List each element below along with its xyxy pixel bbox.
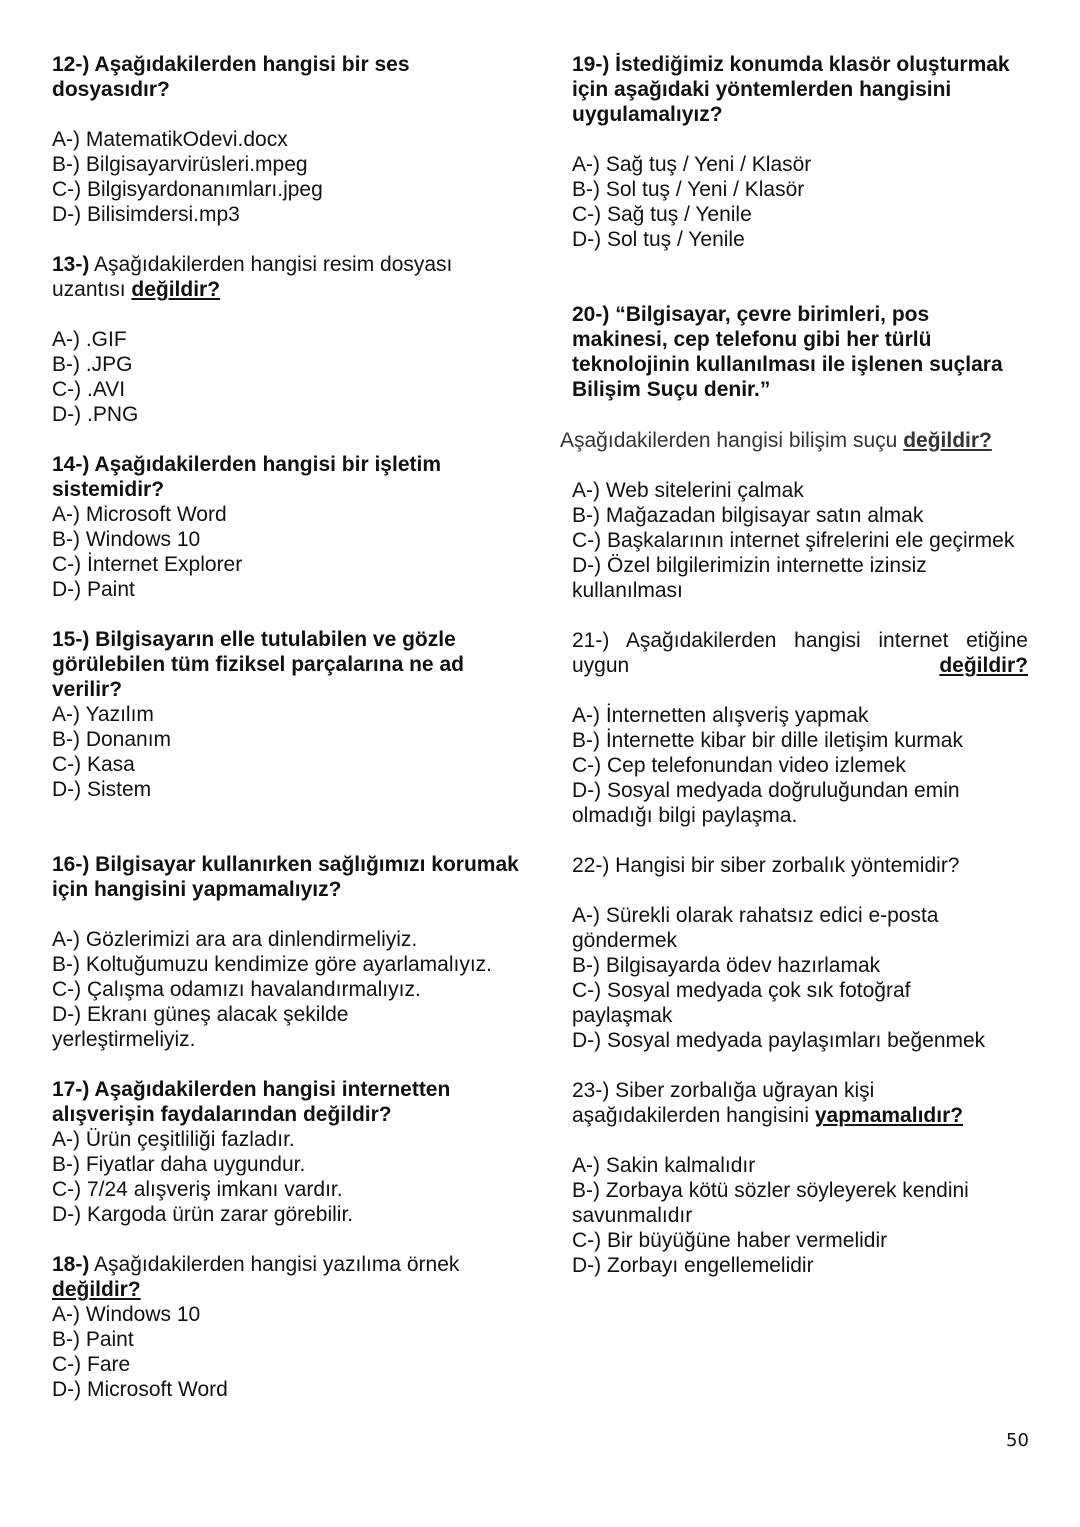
option-c: C-) Başkalarının internet şifrelerini ele geçirmek	[572, 529, 1015, 552]
option-d: D-) Sistem	[52, 778, 152, 801]
option-b: B-) Bilgisayarvirüsleri.mpeg	[52, 153, 308, 176]
question-15-options	[52, 702, 522, 802]
option-a: A-) Gözlerimizi ara ara dinlendirmeliyiz.	[52, 928, 418, 951]
option-c: C-) Çalışma odamızı havalandırmalıyız.	[52, 978, 421, 1001]
question-15	[52, 627, 522, 802]
emphasis: değildir?	[52, 1278, 141, 1301]
question-21-title: 21-) Aşağıdakilerden hangisi internet etiğine uygun değildir?	[572, 629, 1028, 677]
option-d: D-) Zorbayı engellemelidir	[572, 1254, 814, 1277]
question-21-options	[572, 703, 1028, 828]
option-c: C-) İnternet Explorer	[52, 553, 243, 576]
option-a: A-) İnternetten alışveriş yapmak	[572, 704, 869, 727]
option-d: D-) Sol tuş / Yenile	[572, 228, 745, 251]
page-number: 50	[1006, 1430, 1029, 1451]
question-23-options	[572, 1153, 1028, 1278]
question-17-options	[52, 1127, 522, 1227]
option-b: B-) Mağazadan bilgisayar satın almak	[572, 504, 924, 527]
option-c: C-) Kasa	[52, 753, 135, 776]
option-b: B-) Bilgisayarda ödev hazırlamak	[572, 954, 881, 977]
option-a: A-) Sağ tuş / Yeni / Klasör	[572, 153, 812, 176]
question-21	[572, 628, 1028, 828]
option-a: A-) MatematikOdevi.docx	[52, 128, 288, 151]
option-d: D-) Kargoda ürün zarar görebilir.	[52, 1203, 354, 1226]
option-c: C-) Bilgisyardonanımları.jpeg	[52, 178, 323, 201]
option-d: D-) .PNG	[52, 403, 139, 426]
question-quote: “Bilgisayar, çevre birimleri, pos makinesi, cep telefonu gibi her türlü teknolojinin kullanılması ile işlenen suçlara Bilişim Suçu denir.”	[572, 303, 1003, 401]
option-a: A-) Windows 10	[52, 1303, 201, 1326]
question-13	[52, 252, 522, 427]
option-b: B-) Paint	[52, 1328, 134, 1351]
question-22-options	[572, 903, 1028, 1053]
emphasis: değildir?	[903, 429, 992, 452]
option-b: B-) İnternette kibar bir dille iletişim kurmak	[572, 729, 963, 752]
option-b: B-) Zorbaya kötü sözler söyleyerek kendini savunmalıdır	[572, 1179, 969, 1227]
option-c: C-) Fare	[52, 1353, 131, 1376]
option-a: A-) Sürekli olarak rahatsız edici e-posta göndermek	[572, 904, 939, 952]
emphasis: değildir?	[939, 654, 1028, 677]
question-22-title: 22-) Hangisi bir siber zorbalık yöntemidir?	[572, 854, 960, 877]
option-b: B-) Sol tuş / Yeni / Klasör	[572, 178, 805, 201]
question-12-title: 12-) Aşağıdakilerden hangisi bir ses dosyasıdır?	[52, 53, 410, 101]
question-23-title: 23-) Siber zorbalığa uğrayan kişi aşağıdakilerden hangisini yapmamalıdır?	[572, 1079, 964, 1127]
option-d: D-) Paint	[52, 578, 135, 601]
question-13-title: 13-) Aşağıdakilerden hangisi resim dosyası uzantısı değildir?	[52, 253, 453, 301]
question-19	[572, 52, 1028, 252]
option-d: D-) Bilisimdersi.mp3	[52, 203, 240, 226]
emphasis: değildir?	[131, 278, 221, 301]
question-14-title: 14-) Aşağıdakilerden hangisi bir işletim sistemidir?	[52, 453, 442, 501]
question-19-options	[572, 152, 1028, 252]
question-17-title: 17-) Aşağıdakilerden hangisi internetten alışverişin faydalarından değildir?	[52, 1078, 451, 1126]
option-c: C-) Cep telefonundan video izlemek	[572, 754, 906, 777]
option-b: B-) Windows 10	[52, 528, 201, 551]
option-d: D-) Sosyal medyada doğruluğundan emin olmadığı bilgi paylaşma.	[572, 779, 960, 827]
right-column-lower	[572, 478, 1028, 1278]
option-b: B-) .JPG	[52, 353, 133, 376]
question-16-title: 16-) Bilgisayar kullanırken sağlığımızı korumak için hangisini yapmamalıyız?	[52, 853, 519, 901]
option-d: D-) Sosyal medyada paylaşımları beğenmek	[572, 1029, 986, 1052]
question-16	[52, 852, 522, 1052]
option-a: A-) Microsoft Word	[52, 503, 227, 526]
option-d: D-) Özel bilgilerimizin internette izinsiz kullanılması	[572, 554, 927, 602]
question-20	[572, 302, 1028, 402]
question-12-options	[52, 127, 522, 227]
question-23	[572, 1078, 1028, 1278]
option-a: A-) Yazılım	[52, 703, 154, 726]
left-column	[52, 52, 522, 1402]
option-c: C-) Sosyal medyada çok sık fotoğraf paylaşmak	[572, 979, 911, 1027]
question-20-prompt: Aşağıdakilerden hangisi bilişim suçu değildir?	[560, 429, 992, 452]
question-20-options	[572, 478, 1028, 603]
question-20-title	[572, 302, 1028, 402]
question-18	[52, 1252, 522, 1402]
question-number: 13-)	[52, 253, 90, 276]
option-a: A-) Sakin kalmalıdır	[572, 1154, 756, 1177]
question-22	[572, 853, 1028, 1053]
option-d: D-) Ekranı güneş alacak şekilde yerleştirmeliyiz.	[52, 1003, 349, 1051]
option-b: B-) Donanım	[52, 728, 172, 751]
option-b: B-) Koltuğumuzu kendimize göre ayarlamalıyız.	[52, 953, 493, 976]
emphasis: yapmamalıdır?	[814, 1104, 964, 1127]
right-column	[572, 52, 1028, 402]
option-b: B-) Fiyatlar daha uygundur.	[52, 1153, 306, 1176]
option-c: C-) .AVI	[52, 378, 126, 401]
option-a: A-) .GIF	[52, 328, 127, 351]
question-number: 20-)	[572, 303, 610, 326]
option-c: C-) 7/24 alışveriş imkanı vardır.	[52, 1178, 343, 1201]
question-12	[52, 52, 522, 227]
question-15-title: 15-) Bilgisayarın elle tutulabilen ve gözle görülebilen tüm fiziksel parçalarına ne ad verilir?	[52, 628, 464, 701]
option-c: C-) Bir büyüğüne haber vermelidir	[572, 1229, 888, 1252]
question-16-options	[52, 927, 522, 1052]
question-13-options	[52, 327, 522, 427]
option-a: A-) Ürün çeşitliliği fazladır.	[52, 1128, 295, 1151]
question-14-options	[52, 502, 522, 602]
option-c: C-) Sağ tuş / Yenile	[572, 203, 752, 226]
option-a: A-) Web sitelerini çalmak	[572, 479, 804, 502]
question-18-title: 18-) Aşağıdakilerden hangisi yazılıma örnek değildir?	[52, 1253, 460, 1301]
option-d: D-) Microsoft Word	[52, 1378, 228, 1401]
question-18-options	[52, 1302, 522, 1402]
question-number: 18-)	[52, 1253, 90, 1276]
question-17	[52, 1077, 522, 1227]
question-14	[52, 452, 522, 602]
question-19-title: 19-) İstediğimiz konumda klasör oluşturmak için aşağıdaki yöntemlerden hangisini uygulamalıyız?	[572, 53, 1010, 126]
